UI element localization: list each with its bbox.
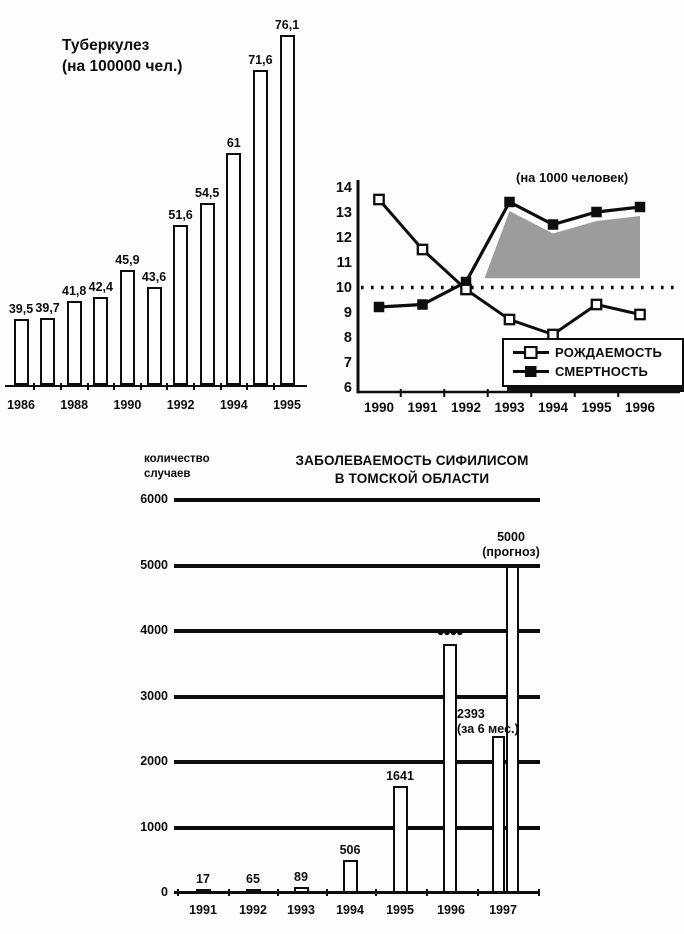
tb-bar-value-label: 41,8 (62, 284, 87, 299)
legend-label: СМЕРТНОСТЬ (555, 364, 649, 379)
tb-bar-value-label: 61 (226, 135, 241, 150)
syph-y-tick-label: 0 (161, 885, 168, 899)
tb-bar-value-label: 54,5 (195, 185, 220, 200)
chart-title (283, 452, 541, 487)
x-tick-label: 1991 (407, 400, 438, 415)
syph-x-tick-label: 1994 (336, 903, 364, 917)
filled-square-marker-icon (512, 365, 550, 378)
x-tick-label: 1993 (494, 400, 525, 415)
tb-bar-value-label: 39,5 (8, 302, 34, 317)
syph-x-tick-label: 1993 (287, 903, 315, 917)
syph-axis-tick (426, 889, 428, 896)
syph-axis-tick (375, 889, 377, 896)
syph-y-tick-label: 6000 (140, 492, 168, 506)
syph-grid-line (174, 826, 540, 830)
syph-y-tick-label: 4000 (140, 623, 168, 637)
y-tick-label: 13 (335, 205, 352, 221)
tb-axis-tick (87, 383, 89, 390)
syph-axis-tick (538, 889, 540, 896)
tb-bar-value-label: 45,9 (115, 252, 140, 267)
tb-axis-tick (60, 383, 62, 390)
x-tick-label: 1990 (363, 400, 395, 415)
y-axis-title-line2: случаев (144, 467, 191, 480)
y-tick-label: 11 (336, 255, 352, 271)
syph-x-tick-label: 1997 (489, 903, 517, 917)
syph-bar (294, 887, 309, 893)
tb-axis-tick (273, 383, 275, 390)
tb-bar (200, 203, 215, 385)
units-note: (на 1000 человек) (516, 170, 629, 185)
syph-grid-line (174, 498, 540, 502)
chart-title-line2: В ТОМСКОЙ ОБЛАСТИ (334, 470, 490, 486)
tb-bar (93, 297, 108, 385)
legend-item-mortality (512, 362, 676, 381)
syph-bar (246, 889, 261, 893)
chart-title-line1: Туберкулез (62, 37, 150, 54)
tb-x-tick-label: 1990 (113, 398, 142, 412)
syph-axis-tick (177, 889, 179, 896)
y-axis-title (144, 452, 210, 482)
syph-y-tick-label: 2000 (140, 754, 168, 768)
syph-bar (393, 786, 408, 893)
tb-x-tick-label: 1988 (60, 398, 89, 412)
syph-grid-line (174, 695, 540, 699)
syph-bar (492, 736, 505, 893)
syph-y-tick-label: 5000 (140, 557, 168, 572)
syph-bar-value-label-smudged: ●●●● (436, 624, 463, 639)
y-tick-label: 12 (335, 230, 352, 246)
tb-axis-tick (246, 383, 248, 390)
tb-bar (14, 319, 29, 385)
syph-bar-annotation (457, 707, 519, 737)
x-tick-label: 1992 (450, 400, 482, 415)
chart-title-line1: ЗАБОЛЕВАЕМОСТЬ СИФИЛИСОМ (295, 453, 529, 468)
tb-bar-value-label: 51,6 (168, 208, 193, 223)
annotation-line2: (за 6 мес.) (457, 721, 519, 736)
open-square-marker-icon (512, 346, 550, 359)
tb-bar (173, 225, 188, 385)
tb-x-axis (5, 385, 307, 387)
legend-label: РОЖДАЕМОСТЬ (555, 345, 662, 360)
syph-bar-value-label: 17 (196, 872, 210, 886)
tb-bar (40, 318, 55, 385)
syph-x-tick-label: 1995 (386, 903, 414, 917)
x-tick-label: 1995 (581, 400, 612, 415)
tb-axis-tick (193, 383, 195, 390)
syph-bar-value-label: 89 (294, 870, 308, 885)
syph-axis-tick (477, 889, 479, 896)
tb-bar-value-label: 71,6 (248, 53, 273, 68)
tb-x-tick-label: 1995 (273, 398, 301, 412)
tb-x-tick-label: 1986 (7, 398, 35, 412)
syph-bar-value-label: 506 (339, 842, 361, 857)
syph-x-tick-label: 1996 (437, 903, 465, 917)
syph-x-tick-label: 1992 (239, 903, 267, 917)
tb-axis-tick (220, 383, 222, 390)
tb-bar (147, 287, 162, 385)
syph-grid-line (174, 760, 540, 764)
tb-x-tick-label: 1994 (219, 398, 248, 412)
tb-x-tick-label: 1992 (166, 398, 195, 412)
syph-bar (343, 860, 358, 893)
y-tick-label: 14 (335, 180, 352, 196)
legend-item-birth-rate (512, 343, 676, 362)
y-tick-label: 6 (343, 380, 352, 396)
tb-bar-value-label: 39,7 (35, 300, 60, 315)
x-tick-label: 1994 (537, 400, 569, 415)
syph-axis-tick (277, 889, 279, 896)
tb-bar (280, 35, 295, 385)
syph-bar (443, 644, 457, 893)
y-tick-label: 9 (343, 305, 352, 321)
tb-axis-tick (140, 383, 142, 390)
y-axis-title-line1: количество (144, 453, 210, 465)
tb-axis-tick (113, 383, 115, 390)
annotation-line1: 5000 (497, 530, 525, 544)
syph-axis-tick (326, 889, 328, 896)
syph-x-tick-label: 1991 (189, 903, 217, 917)
legend (502, 338, 684, 387)
syph-y-tick-label: 1000 (140, 819, 168, 834)
x-tick-label: 1996 (624, 400, 656, 415)
syph-bar (196, 889, 211, 893)
syph-bar-value-label: 65 (246, 871, 260, 886)
syph-axis-tick (228, 889, 230, 896)
tb-bar-value-label: 42,4 (88, 279, 113, 294)
syph-grid-line (174, 629, 540, 633)
tb-bar-value-label: 43,6 (141, 270, 167, 285)
tb-bar (253, 70, 268, 385)
syph-grid-line (174, 564, 540, 568)
annotation-line2: (прогноз) (482, 544, 540, 559)
tb-bar-value-label: 76,1 (274, 18, 300, 33)
syph-y-tick-label: 3000 (140, 688, 168, 703)
tb-axis-tick (33, 383, 35, 390)
y-tick-label: 10 (335, 280, 352, 296)
y-tick-label: 8 (343, 330, 352, 346)
annotation-line1: 2393 (457, 707, 485, 721)
syph-bar-value-label: 1641 (386, 768, 414, 783)
tb-axis-tick (166, 383, 168, 390)
chart-title-line2: (на 100000 чел.) (62, 57, 183, 75)
syph-bar-annotation (476, 530, 546, 560)
y-tick-label: 7 (343, 355, 352, 371)
